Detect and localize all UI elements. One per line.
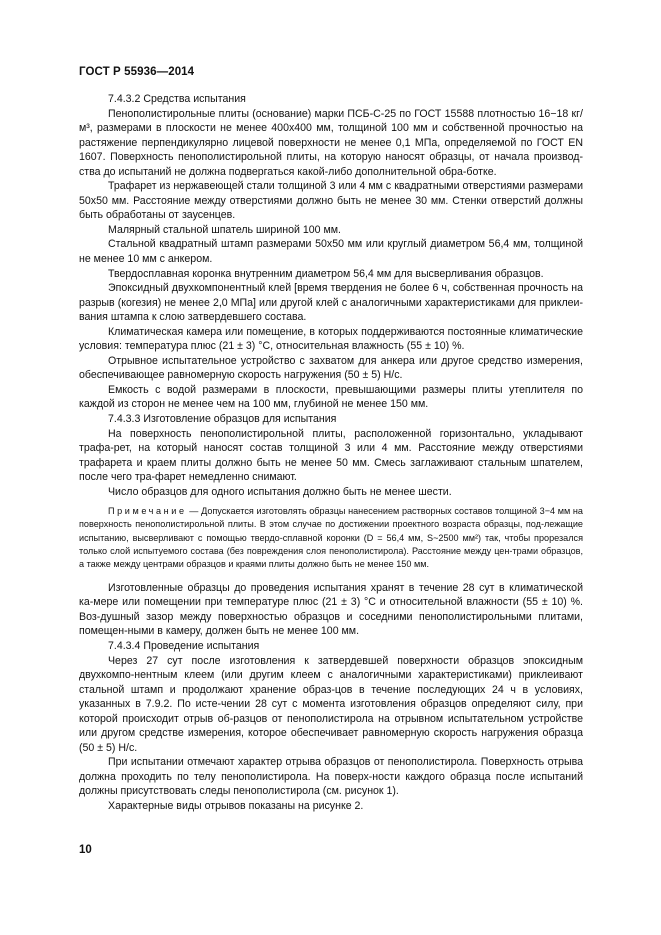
document-header: ГОСТ Р 55936—2014 <box>79 66 195 78</box>
body-paragraph: Число образцов для одного испытания должно быть не менее шести. <box>108 485 452 498</box>
section-heading: 7.4.3.2 Средства испытания <box>108 93 246 105</box>
body-paragraph: При испытании отмечают характер отрыва образцов от пенополистирола. Поверхность отрыва должна проходить по телу пенополистирола. На поверх-ности каждого образца после испытаний должны присутствовать следы пенополистирола (см. рисунок 1). <box>79 756 583 798</box>
body-paragraph: Климатическая камера или помещение, в которых поддерживаются постоянные климатические условия: температура плюс (21 ± 3) °С, относительная влажность (55 ± 10) %. <box>79 325 583 353</box>
document-body <box>79 92 583 814</box>
body-paragraph: Емкость с водой размерами в плоскости, превышающими размеры плиты утеплителя по каждой из сторон не менее чем на 100 мм, глубиной не менее 150 мм. <box>79 383 583 411</box>
body-paragraph: Твердосплавная коронка внутренним диаметром 56,4 мм для высверливания образцов. <box>108 267 544 280</box>
body-paragraph: Стальной квадратный штамп размерами 50х50 мм или круглый диаметром 56,4 мм, толщиной не менее 10 мм с анкером. <box>79 238 583 266</box>
page-number: 10 <box>79 844 92 856</box>
section-heading: 7.4.3.3 Изготовление образцов для испытания <box>108 413 337 426</box>
body-paragraph: Пенополистирольные плиты (основание) марки ПСБ-С-25 по ГОСТ 15588 плотностью 16−18 кг/м³, размерами в плоскости не менее 400х400 мм, толщиной 100 мм и собственной прочностью на растяжение перпендикулярно лицевой поверхности не менее 0,1 МПа, определяемой по ГОСТ EN 1607. Поверхность пенополистирольной плиты, на которую наносят образцы, от начала производ-ства до испытаний не должна подвергаться какой-либо дополнительной обра-ботке. <box>79 107 583 178</box>
body-paragraph: Через 27 сут после изготовления к затвердевшей поверхности образцов эпоксидным двухкомпо-нентным клеем (или другим клеем с аналогичными характеристиками) приклеивают стальной штамп и продолжают хранение образ-цов в течение последующих 24 ч в условиях, указанных в 7.9.2. По исте-чении 28 сут с момента изготовления образцов определяют силу, при которой происходит отрыв об-разцов от пенополистирола на отрывном испытательном устройстве или другом средстве измерения, которое обеспечивает равномерную скорость нагружения образца (50 ± 5) Н/с. <box>79 654 583 754</box>
body-paragraph: Отрывное испытательное устройство с захватом для анкера или другое средство измерения, обеспечивающее равномерную скорость нагружения (50 ± 5) Н/с. <box>79 354 583 382</box>
note-label: Примечание <box>108 506 187 517</box>
section-heading: 7.4.3.4 Проведение испытания <box>108 639 260 652</box>
note-paragraph <box>79 505 583 570</box>
body-paragraph: Характерные виды отрывов показаны на рисунке 2. <box>108 799 364 812</box>
body-paragraph: Трафарет из нержавеющей стали толщиной 3 или 4 мм с квадратными отверстиями размерами 50х50 мм. Расстояние между отверстиями должно быть не менее 30 мм. Стенки отверстий должны быть обработаны от заусенцев. <box>79 180 583 222</box>
body-paragraph: На поверхность пенополистирольной плиты, расположенной горизонтально, укладывают трафа-рет, на который наносят состав толщиной 3 или 4 мм. Расстояние между отверстиями трафарета и краем плиты должно быть не менее 50 мм. Смесь заглаживают стальным шпателем, после чего тра-фарет немедленно снимают. <box>79 427 583 484</box>
body-paragraph: Изготовленные образцы до проведения испытания хранят в течение 28 сут в климатической ка-мере или помещении при температуре плюс (21 ± 3) °С и относительной влажности (55 ± 10) %. Воз-душный зазор между поверхностью образцов и соседними пенополистирольными плитами, помещен-ными в камеру, должен быть не менее 100 мм. <box>79 581 583 638</box>
note-text: — Допускается изготовлять образцы нанесением растворных составов толщиной 3−4 мм на поверхность пенополистирольной плиты. В этом случае по достижении проектного возраста образцы, под-лежащие испытанию, высверливают с помощью твердо-сплавной коронки (D = 56,4 мм, S~2500 мм²) так, чтобы прорезался только слой испытуемого состава (без повреждения слоя пенополистирола). Расстояние между цен-трами образцов, а также между центрами образцов и краями плиты должно быть не менее 150 мм. <box>79 506 583 569</box>
body-paragraph: Малярный стальной шпатель шириной 100 мм. <box>108 223 341 236</box>
body-paragraph: Эпоксидный двухкомпонентный клей [время твердения не более 6 ч, собственная прочность на разрыв (когезия) не менее 2,0 МПа] или другой клей с аналогичными характеристиками для приклеи-вания штампа к слою затвердевшего состава. <box>79 282 583 324</box>
